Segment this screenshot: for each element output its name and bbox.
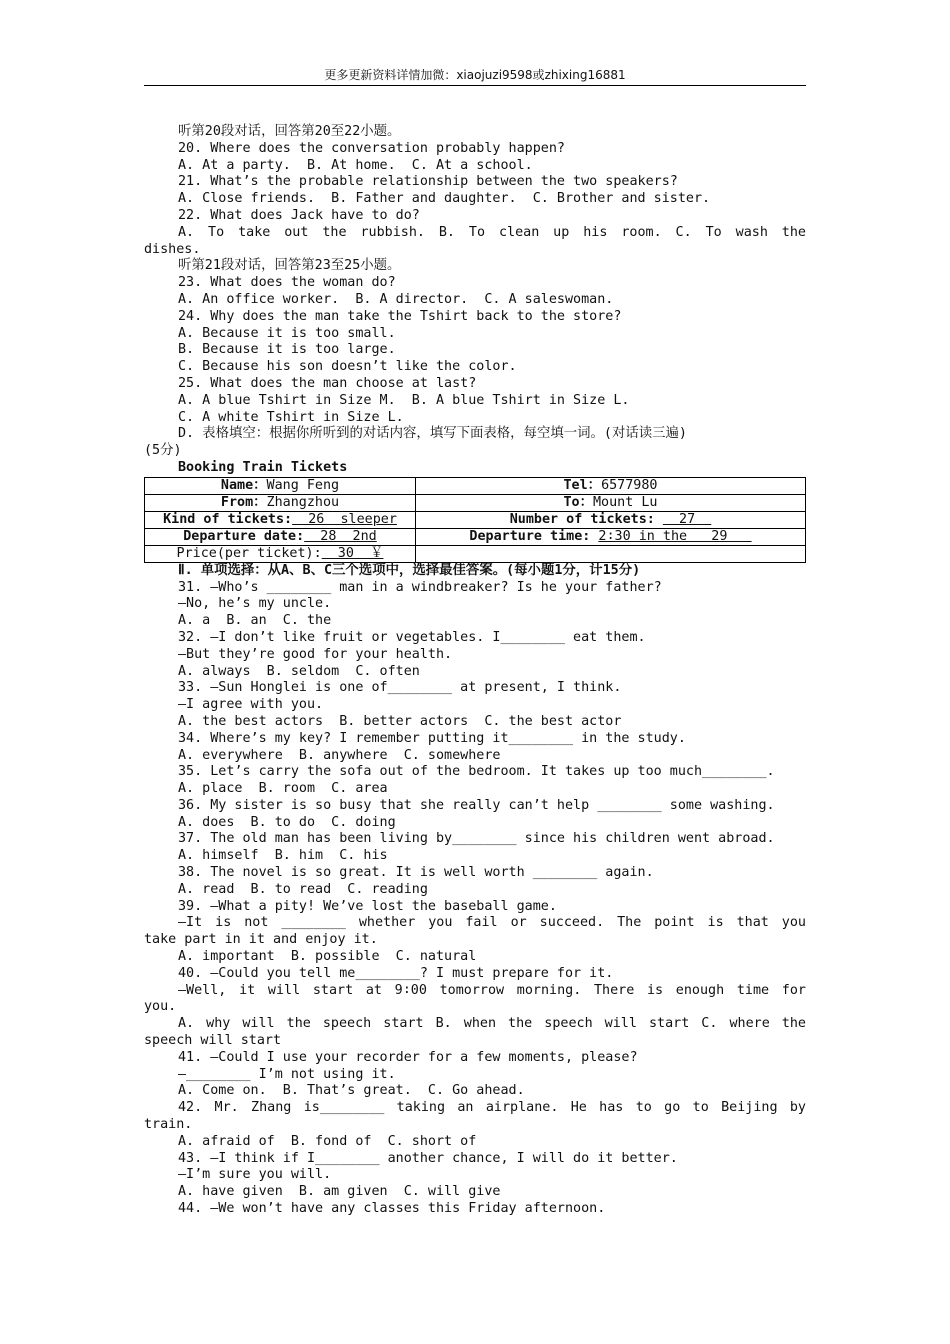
question-32-reply: —But they’re good for your health. [178,646,453,662]
question-36-options: A. does B. to do C. doing [178,814,396,830]
cell-value: Mount Lu [593,494,658,510]
question-38-options: A. read B. to read C. reading [178,881,428,897]
table-title: Booking Train Tickets [178,459,348,475]
section-heading: 听第20段对话，回答第20至22小题。 [178,124,401,139]
cell-label: Kind of tickets: [163,511,293,527]
section-heading: 听第21段对话，回答第23至25小题。 [178,258,401,274]
question-35: 35. Let’s carry the sofa out of the bedroom. It takes up too much________. [178,764,775,780]
cell-label: Price(per ticket): [176,545,322,561]
question-35-options: A. place B. room C. area [178,781,388,797]
question-41: 41. —Could I use your recorder for a few moments, please? [178,1049,638,1065]
page-header: 更多更新资料详情加微：xiaojuzi9598或zhixing16881 [324,68,626,82]
question-33: 33. —Sun Honglei is one of________ at present, I think. [178,680,622,696]
part-d-score: (5分) [144,443,182,459]
question-40-options: A. why will the speech start B. when the speech will start C. where the [178,1016,806,1032]
cell-value: Wang Feng [266,477,340,493]
table-cell [145,511,416,528]
question-39-reply-cont: take part in it and enjoy it. [144,932,378,948]
cell-label: Departure time: [469,528,591,544]
question-43-reply: —I’m sure you will. [178,1167,332,1183]
question-34-options: A. everywhere B. anywhere C. somewhere [178,747,501,763]
table-row [145,494,806,511]
question-41-options: A. Come on. B. That’s great. C. Go ahead. [178,1083,525,1099]
cell-blank: 2∶30 in the 29 [598,528,752,544]
cell-value: Zhangzhou [266,494,340,510]
question-41-reply: —________ I’m not using it. [178,1066,396,1082]
question-40-reply: —Well, it will start at 9∶00 tomorrow morning. There is enough time for [178,982,806,998]
question-36: 36. My sister is so busy that she really can’t help ________ some washing. [178,797,775,813]
table-row [145,545,806,562]
question-20-options: A. At a party. B. At home. C. At a school. [178,157,533,173]
question-25-option-c: C. A white Tshirt in Size L. [178,409,404,425]
table-cell [145,494,416,511]
question-42-cont: train. [144,1117,193,1133]
question-31: 31. —Who’s ________ man in a windbreaker? Is he your father? [178,579,662,595]
question-43-options: A. have given B. am given C. will give [178,1184,501,1200]
question-34: 34. Where’s my key? I remember putting it________ in the study. [178,730,686,746]
question-39-options: A. important B. possible C. natural [178,949,477,965]
question-39-reply: —It is not ________ whether you fail or succeed. The point is that you [178,915,806,931]
cell-blank: 28 2nd [304,528,377,544]
question-40: 40. —Could you tell me________? I must prepare for it. [178,965,614,981]
exam-content [144,124,806,1218]
question-25: 25. What does the man choose at last? [178,375,477,391]
question-37-options: A. himself B. him C. his [178,848,388,864]
question-37: 37. The old man has been living by________ since his children went abroad. [178,831,775,847]
cell-label: Tel： [563,477,602,493]
cell-label: Name： [220,477,267,493]
table-cell [416,545,806,562]
cell-value: 6577980 [601,477,658,493]
question-33-reply: —I agree with you. [178,697,324,713]
cell-label: Departure date: [183,528,305,544]
question-24-option-a: A. Because it is too small. [178,325,396,341]
cell-label: From： [220,494,267,510]
table-cell [145,477,416,494]
question-24-option-c: C. Because his son doesn’t like the color. [178,359,517,375]
question-25-options: A. A blue Tshirt in Size M. B. A blue Tshirt in Size L. [178,392,630,408]
question-33-options: A. the best actors B. better actors C. the best actor [178,713,622,729]
question-24-option-b: B. Because it is too large. [178,342,396,358]
part-d-instructions: D. 表格填空：根据你所听到的对话内容，填写下面表格，每空填一词。(对话读三遍) [178,426,687,442]
question-31-options: A. a B. an C. the [178,613,332,629]
question-40-options-cont: speech will start [144,1033,282,1049]
question-32: 32. —I don’t like fruit or vegetables. I________ eat them. [178,629,646,645]
question-21-options: A. Close friends. B. Father and daughter. C. Brother and sister. [178,191,711,207]
question-32-options: A. always B. seldom C. often [178,663,420,679]
question-20: 20. Where does the conversation probably happen? [178,140,565,156]
table-cell [145,528,416,545]
question-39: 39. —What a pity! We’ve lost the baseball game. [178,898,557,914]
header-divider [144,85,806,86]
question-23-options: A. An office worker. B. A director. C. A saleswoman. [178,291,614,307]
table-cell [416,477,806,494]
question-22-options: A. To take out the rubbish. B. To clean up his room. C. To wash the [178,224,806,240]
question-42: 42. Mr. Zhang is________ taking an airplane. He has to go to Beijing by [178,1100,806,1116]
cell-label: Number of tickets: [509,511,655,527]
table-cell [145,545,416,562]
question-24: 24. Why does the man take the Tshirt back to the store? [178,308,622,324]
table-cell [416,494,806,511]
table-cell [416,528,806,545]
question-44: 44. —We won’t have any classes this Friday afternoon. [178,1201,606,1217]
question-22-options-cont: dishes. [144,241,201,257]
table-row [145,528,806,545]
question-40-reply-cont: you. [144,999,177,1015]
cell-label: To： [563,494,593,510]
question-43: 43. —I think if I________ another chance, I will do it better. [178,1150,678,1166]
section-heading: Ⅱ. 单项选择：从A、B、C三个选项中，选择最佳答案。(每小题1分，计15分) [178,562,641,578]
booking-table [144,477,806,563]
question-21: 21. What’s the probable relationship between the two speakers? [178,174,678,190]
question-38: 38. The novel is so great. It is well worth ________ again. [178,865,654,881]
cell-blank: 27 [662,511,712,527]
table-row [145,477,806,494]
question-31-reply: —No, he’s my uncle. [178,596,332,612]
table-row [145,511,806,528]
question-22: 22. What does Jack have to do? [178,207,420,223]
question-23: 23. What does the woman do? [178,275,396,291]
cell-blank: 26 sleeper [292,511,397,527]
question-42-options: A. afraid of B. fond of C. short of [178,1133,477,1149]
table-cell [416,511,806,528]
cell-blank: 30 ￥ [321,545,384,561]
